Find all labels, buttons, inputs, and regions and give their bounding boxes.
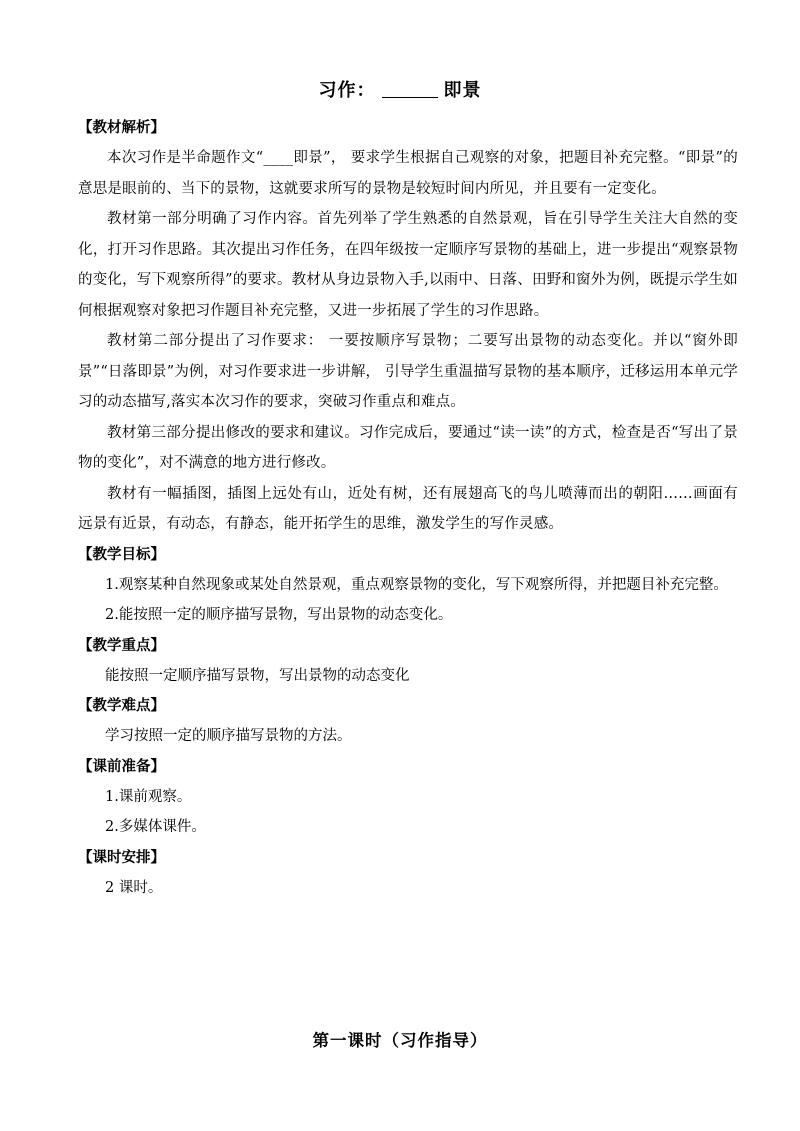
- section-heading-analysis: 【教材解析】: [78, 120, 165, 136]
- schedule-text: 2 课时。: [105, 879, 163, 896]
- section-heading-schedule: 【课时安排】: [78, 849, 165, 866]
- document-title: [0, 76, 800, 102]
- document-body: [78, 113, 738, 903]
- title-prefix: 习作：: [318, 80, 376, 101]
- preparation-item: 1.课前观察。: [105, 788, 192, 805]
- title-suffix: 即景: [443, 80, 482, 101]
- analysis-paragraph: 教材第一部分明确了习作内容。首先列举了学生熟悉的自然景观，旨在引导学生关注大自然的变化，打开习作思路。其次提出习作任务，在四年级按一定顺序写景物的基础上，进一步提出“观察景物的变化，写下观察所得”的要求。教材从身边景物入手,以雨中、日落、田野和窗外为例，既提示学生如何根据观察对象把习作题目补充完整，又进一步拓展了学生的习作思路。: [78, 211, 738, 319]
- section-heading-goals: 【教学目标】: [78, 546, 165, 563]
- goal-item: 2.能按照一定的顺序描写景物，写出景物的动态变化。: [105, 607, 453, 623]
- analysis-paragraph: 教材有一幅插图，插图上远处有山，近处有树，还有展翅高飞的鸟儿喷薄而出的朝阳……画面有远景有近景，有动态，有静态，能开拓学生的思维，激发学生的写作灵感。: [78, 485, 738, 532]
- section-heading-difficulties: 【教学难点】: [78, 698, 165, 714]
- analysis-paragraph: 教材第三部分提出修改的要求和建议。习作完成后，要通过“读一读”的方式，检查是否“写出了景物的变化”，对不满意的地方进行修改。: [78, 424, 738, 471]
- key-points-text: 能按照一定顺序描写景物，写出景物的动态变化: [105, 667, 410, 684]
- title-blank: [382, 83, 438, 98]
- lesson-title: 第一课时（习作指导）: [312, 1031, 488, 1050]
- preparation-item: 2.多媒体课件。: [105, 819, 206, 835]
- section-heading-key-points: 【教学重点】: [78, 637, 165, 654]
- analysis-paragraph: 教材第二部分提出了习作要求： 一要按顺序写景物；二要写出景物的动态变化。并以“窗外即景”“日落即景”为例，对习作要求进一步讲解， 引导学生重温描写景物的基本顺序，迁移运用本单元学习的动态描写,落实本次习作的要求，突破习作重点和难点。: [78, 333, 738, 410]
- analysis-paragraph: 本次习作是半命题作文“____即景”， 要求学生根据自己观察的对象，把题目补充完整。“即景”的意思是眼前的、当下的景物，这就要求所写的景物是较短时间内所见，并且要有一定变化。: [78, 150, 738, 197]
- section-heading-preparation: 【课前准备】: [78, 758, 165, 775]
- goal-item: 1.观察某种自然现象或某处自然景观，重点观察景物的变化，写下观察所得，并把题目补充完整。: [105, 576, 728, 593]
- difficulties-text: 学习按照一定的顺序描写景物的方法。: [105, 728, 352, 744]
